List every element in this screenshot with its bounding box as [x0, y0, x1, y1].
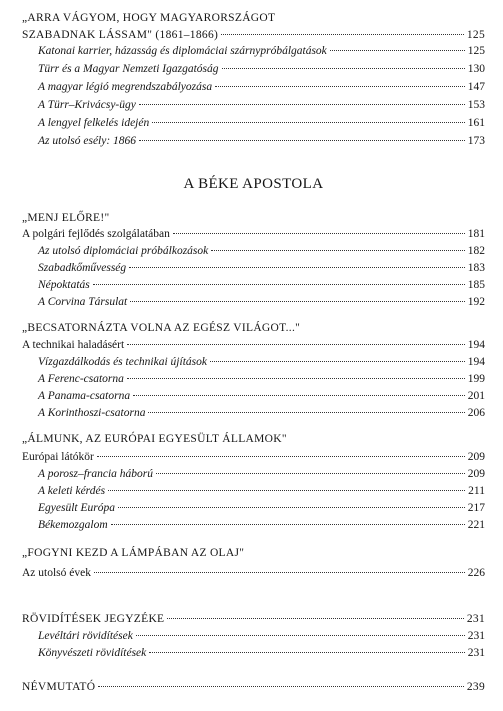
- toc-entry-title: A technikai haladásért: [22, 339, 125, 351]
- toc-entry-title: Vízgazdálkodás és technikai újítások: [38, 356, 207, 368]
- toc-entry-page: 231: [467, 647, 485, 659]
- toc-entry-page: 239: [466, 681, 485, 693]
- section-heading: „BECSATORNÁZTA VOLNA AZ EGÉSZ VILÁGOT...": [22, 322, 301, 334]
- dot-leader: [130, 301, 465, 302]
- toc-entry-title: Könyvészeti rövidítések: [38, 647, 147, 659]
- toc-subentry: [38, 518, 485, 533]
- toc-entry-page: 194: [467, 356, 485, 368]
- toc-entry-title: A lengyel felkelés idején: [38, 117, 150, 129]
- section-heading: „ÁLMUNK, AZ EURÓPAI EGYESÜLT ÁLLAMOK": [22, 433, 287, 445]
- dot-leader: [149, 652, 464, 653]
- toc-entry-page: 209: [467, 468, 485, 480]
- toc-subentry: [38, 44, 485, 59]
- dot-leader: [97, 456, 465, 457]
- toc-subentry: [38, 116, 485, 131]
- dot-leader: [210, 361, 465, 362]
- toc-entry-title: A magyar légió megrendszabályozása: [38, 81, 213, 93]
- toc-entry-page: 231: [466, 613, 485, 625]
- dot-leader: [127, 378, 465, 379]
- dot-leader: [129, 267, 465, 268]
- toc-entry-title: Békemozgalom: [38, 519, 108, 531]
- toc-entry-title: A Panama-csatorna: [38, 390, 131, 402]
- toc-entry-title: Levéltári rövidítések: [38, 630, 133, 642]
- toc-entry-title: A Corvina Társulat: [38, 296, 128, 308]
- toc-entry-page: 217: [467, 502, 485, 514]
- toc-entry-page: 231: [467, 630, 485, 642]
- toc-entry-title: Szabadkőművesség: [38, 262, 127, 274]
- part-title: A BÉKE APOSTOLA: [183, 176, 324, 192]
- toc-entry-title: SZABADNAK LÁSSAM" (1861–1866): [22, 29, 219, 41]
- dot-leader: [222, 68, 465, 69]
- toc-entry-title: Az utolsó évek: [22, 567, 91, 579]
- toc-entry-page: 199: [467, 373, 485, 385]
- dot-leader: [94, 572, 465, 573]
- dot-leader: [167, 618, 463, 619]
- toc-entry-title: A porosz–francia háború: [38, 468, 154, 480]
- toc-entry-page: 221: [467, 519, 485, 531]
- toc-entry-title: NÉVMUTATÓ: [22, 681, 96, 693]
- toc-entry-page: 201: [467, 390, 485, 402]
- toc-subentry: [38, 261, 485, 276]
- toc-subentry: [38, 62, 485, 77]
- toc-subentry: [38, 355, 485, 370]
- toc-entry-title: Katonai karrier, házasság és diplomáciai szárnypróbálgatások: [38, 45, 327, 57]
- dot-leader: [118, 507, 465, 508]
- dot-leader: [221, 34, 464, 35]
- dot-leader: [139, 104, 465, 105]
- toc-entry-title: Az utolsó esély: 1866: [38, 135, 137, 147]
- toc-entry: [22, 450, 485, 465]
- toc-entry-page: 206: [467, 407, 485, 419]
- toc-entry-page: 130: [467, 63, 485, 75]
- toc-entry: [22, 28, 485, 43]
- section-heading: „ARRA VÁGYOM, HOGY MAGYARORSZÁGOT: [22, 12, 276, 24]
- toc-entry-page: 125: [466, 29, 485, 41]
- toc-entry-title: A keleti kérdés: [38, 485, 106, 497]
- toc-entry-title: A Ferenc-csatorna: [38, 373, 124, 385]
- dot-leader: [156, 473, 465, 474]
- toc-entry-page: 181: [467, 228, 485, 240]
- toc-subentry: [38, 501, 485, 516]
- toc-entry: [22, 612, 485, 627]
- toc-entry: [22, 227, 485, 242]
- dot-leader: [173, 233, 465, 234]
- dot-leader: [215, 86, 465, 87]
- dot-leader: [108, 490, 465, 491]
- toc-entry-title: A Türr–Krivácsy-ügy: [38, 99, 136, 111]
- dot-leader: [98, 686, 464, 687]
- toc-entry-page: 125: [467, 45, 485, 57]
- section-heading: „FOGYNI KEZD A LÁMPÁBAN AZ OLAJ": [22, 547, 245, 559]
- toc-subentry: [38, 278, 485, 293]
- toc-subentry: [38, 467, 485, 482]
- toc-entry-page: 209: [467, 451, 485, 463]
- toc-entry-page: 153: [467, 99, 485, 111]
- dot-leader: [93, 284, 465, 285]
- toc-subentry: [38, 389, 485, 404]
- toc-entry: [22, 680, 485, 695]
- toc-subentry: [38, 484, 485, 499]
- dot-leader: [148, 412, 464, 413]
- toc-subentry: [38, 646, 485, 661]
- dot-leader: [133, 395, 465, 396]
- dot-leader: [211, 250, 464, 251]
- toc-entry-page: 211: [468, 485, 485, 497]
- toc-entry-page: 182: [467, 245, 485, 257]
- toc-entry: [22, 338, 485, 353]
- dot-leader: [136, 635, 465, 636]
- toc-subentry: [38, 134, 485, 149]
- toc-entry-title: Az utolsó diplomáciai próbálkozások: [38, 245, 209, 257]
- toc-entry-page: 173: [467, 135, 485, 147]
- toc-entry-page: 194: [467, 339, 485, 351]
- toc-entry-page: 185: [467, 279, 485, 291]
- dot-leader: [152, 122, 465, 123]
- dot-leader: [139, 140, 465, 141]
- toc-subentry: [38, 406, 485, 421]
- toc-subentry: [38, 629, 485, 644]
- toc-entry-title: A Korinthoszi-csatorna: [38, 407, 146, 419]
- dot-leader: [330, 50, 465, 51]
- toc-entry-title: Népoktatás: [38, 279, 90, 291]
- toc-entry-page: 147: [467, 81, 485, 93]
- toc-entry-title: A polgári fejlődés szolgálatában: [22, 228, 170, 240]
- toc-subentry: [38, 244, 485, 259]
- toc-entry-title: Egyesült Európa: [38, 502, 115, 514]
- toc-entry-title: RÖVIDÍTÉSEK JEGYZÉKE: [22, 613, 165, 625]
- toc-subentry: [38, 98, 485, 113]
- section-heading: „MENJ ELŐRE!": [22, 212, 110, 224]
- toc-entry-page: 226: [467, 567, 485, 579]
- toc-entry-page: 192: [467, 296, 485, 308]
- dot-leader: [127, 344, 465, 345]
- toc-entry-title: Türr és a Magyar Nemzeti Igazgatóság: [38, 63, 219, 75]
- toc-entry-page: 183: [467, 262, 485, 274]
- dot-leader: [111, 524, 465, 525]
- toc-subentry: [38, 372, 485, 387]
- toc-subentry: [38, 295, 485, 310]
- toc-entry-page: 161: [467, 117, 485, 129]
- toc-entry-title: Európai látókör: [22, 451, 94, 463]
- toc-subentry: [38, 80, 485, 95]
- toc-entry: [22, 566, 485, 581]
